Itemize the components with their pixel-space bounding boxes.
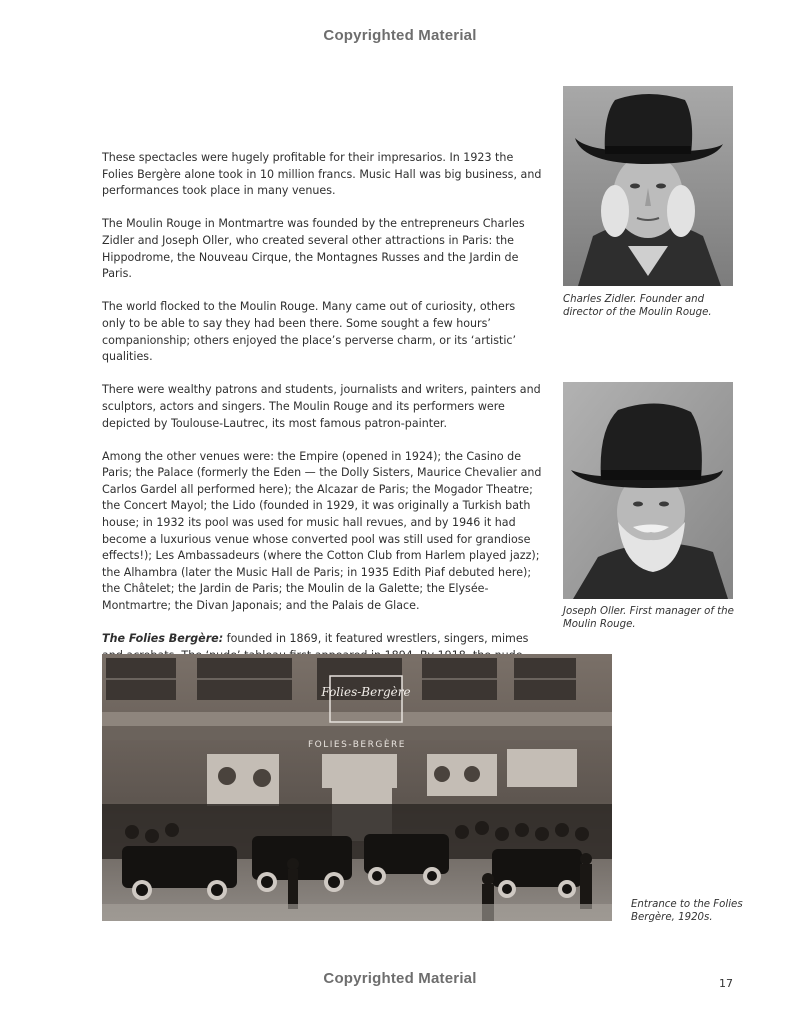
body-text — [102, 150, 542, 698]
charles-zidler-caption: Charles Zidler. Founder and director of the Moulin Rouge. — [563, 294, 712, 319]
paragraph-moulin-rouge-founding: The Moulin Rouge in Montmartre was founded by the entrepreneurs Charles Zidler and Joseph Oller, who created several other attractions in Paris: the Hippodrome, the Nouveau Cirque, the Montagnes Russes and the Jardin de Paris. — [102, 217, 525, 281]
page-number: 17 — [719, 977, 733, 990]
charles-zidler-photo — [563, 86, 733, 286]
paragraph-profits: These spectacles were hugely profitable for their impresarios. In 1923 the Folies Bergère alone took in 10 million francs. Music Hall was big business, and performances took place in many venues. — [102, 151, 542, 198]
paragraph-visitors: The world flocked to the Moulin Rouge. Many came out of curiosity, others only to be able to say they had been there. Some sought a few hours’ companionship; others enjoyed the place’s perverse charm, or its ‘artistic’ qualities. — [102, 300, 517, 364]
paragraph-other-venues: Among the other venues were: the Empire (opened in 1924); the Casino de Paris; the Palace (formerly the Eden — the Dolly Sisters, Maurice Chevalier and Carlos Gardel all performed here); the Alcazar de Paris; the Mogador Theatre; the Concert Mayol; the Lido (founded in 1929, it was originally a Turkish bath house; in 1932 its pool was used for music hall revues, and by 1946 it had become a luxurious venue whose converted pool was still used for grandiose effects!); Les Ambassadeurs (where the Cotton Club from Harlem played jazz); the Alhambra (later the Music Hall de Paris; in 1935 Edith Piaf debuted here); the Châtelet; the Jardin de Paris; the Moulin de la Galette; the Elysée-Montmartre; the Divan Japonais; and the Palais de Glace. — [102, 449, 542, 613]
folies-bergere-frieze-lettering: FOLIES-BERGÈRE — [308, 740, 406, 750]
folies-bergere-text: founded in 1869, it featured wrestlers, singers, mimes — [226, 632, 529, 646]
paragraph-patrons: There were wealthy patrons and students, journalists and writers, painters and sculptors, actors and singers. The Moulin Rouge and its performers were depicted by Toulouse-Lautrec, its most famous patron-painter. — [102, 383, 541, 430]
joseph-oller-photo — [563, 382, 733, 599]
copyright-watermark-top: Copyrighted Material — [323, 27, 477, 44]
folies-bergere-neon-sign: Folies-Bergère — [321, 685, 411, 699]
joseph-oller-caption: Joseph Oller. First manager of the Moulin Rouge. — [563, 606, 734, 631]
copyright-watermark-bottom: Copyrighted Material — [323, 970, 477, 987]
folies-bergere-lead-in: The Folies Bergère: — [102, 632, 224, 646]
folies-bergere-entrance-photo — [102, 654, 612, 921]
folies-bergere-caption: Entrance to the Folies Bergère, 1920s. — [631, 899, 743, 924]
